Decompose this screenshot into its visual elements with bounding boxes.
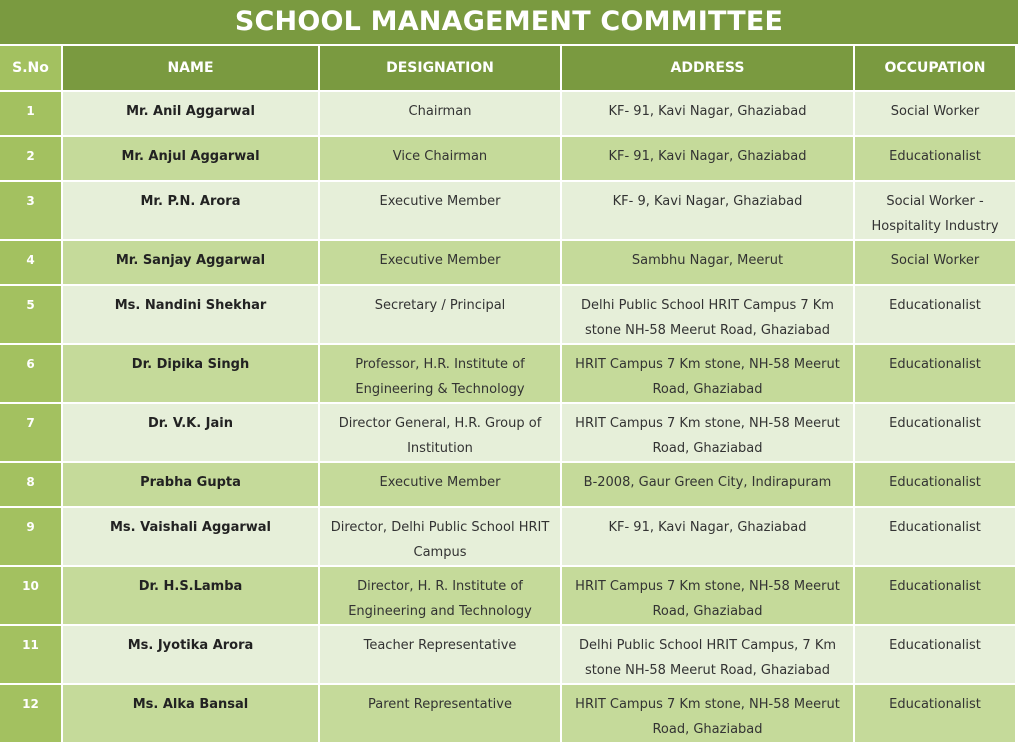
row-address: KF- 91, Kavi Nagar, Ghaziabad (561, 507, 854, 566)
row-name: Ms. Alka Bansal (62, 684, 319, 743)
table-row (0, 91, 1016, 136)
row-address: Sambhu Nagar, Meerut (561, 240, 854, 285)
table-row (0, 566, 1016, 625)
row-occupation: Educationalist (854, 566, 1016, 625)
row-designation: Executive Member (319, 240, 561, 285)
row-occupation: Educationalist (854, 625, 1016, 684)
row-sno: 9 (0, 507, 62, 566)
header-row (0, 46, 1016, 91)
row-sno: 2 (0, 136, 62, 181)
row-designation: Vice Chairman (319, 136, 561, 181)
row-designation: Executive Member (319, 462, 561, 507)
header-address: ADDRESS (561, 46, 854, 91)
row-occupation: Educationalist (854, 344, 1016, 403)
row-occupation: Educationalist (854, 285, 1016, 344)
row-name: Dr. H.S.Lamba (62, 566, 319, 625)
table-row (0, 462, 1016, 507)
row-designation: Executive Member (319, 181, 561, 240)
row-occupation: Social Worker - Hospitality Industry (854, 181, 1016, 240)
row-name: Dr. V.K. Jain (62, 403, 319, 462)
row-occupation: Educationalist (854, 136, 1016, 181)
row-sno: 3 (0, 181, 62, 240)
row-address: HRIT Campus 7 Km stone, NH-58 Meerut Road, Ghaziabad (561, 403, 854, 462)
row-sno: 10 (0, 566, 62, 625)
row-name: Ms. Nandini Shekhar (62, 285, 319, 344)
table-row (0, 285, 1016, 344)
table-row (0, 507, 1016, 566)
table-row (0, 181, 1016, 240)
row-sno: 4 (0, 240, 62, 285)
table-row (0, 684, 1016, 743)
row-address: HRIT Campus 7 Km stone, NH-58 Meerut Road, Ghaziabad (561, 344, 854, 403)
row-sno: 12 (0, 684, 62, 743)
row-designation: Secretary / Principal (319, 285, 561, 344)
row-designation: Director, Delhi Public School HRIT Campus (319, 507, 561, 566)
row-address: HRIT Campus 7 Km stone, NH-58 Meerut Road, Ghaziabad (561, 566, 854, 625)
row-sno: 6 (0, 344, 62, 403)
page-title: SCHOOL MANAGEMENT COMMITTEE (0, 0, 1018, 44)
row-designation: Director General, H.R. Group of Institution (319, 403, 561, 462)
row-name: Dr. Dipika Singh (62, 344, 319, 403)
row-address: KF- 91, Kavi Nagar, Ghaziabad (561, 136, 854, 181)
header-designation: DESIGNATION (319, 46, 561, 91)
row-sno: 8 (0, 462, 62, 507)
row-occupation: Educationalist (854, 462, 1016, 507)
table-row (0, 403, 1016, 462)
committee-table (0, 46, 1017, 744)
table-row (0, 136, 1016, 181)
row-name: Mr. Anil Aggarwal (62, 91, 319, 136)
row-designation: Teacher Representative (319, 625, 561, 684)
row-sno: 11 (0, 625, 62, 684)
row-address: HRIT Campus 7 Km stone, NH-58 Meerut Road, Ghaziabad (561, 684, 854, 743)
row-occupation: Social Worker (854, 91, 1016, 136)
row-occupation: Educationalist (854, 403, 1016, 462)
row-sno: 5 (0, 285, 62, 344)
row-address: Delhi Public School HRIT Campus 7 Km stone NH-58 Meerut Road, Ghaziabad (561, 285, 854, 344)
row-name: Prabha Gupta (62, 462, 319, 507)
table-row (0, 625, 1016, 684)
row-address: KF- 9, Kavi Nagar, Ghaziabad (561, 181, 854, 240)
table-row (0, 344, 1016, 403)
row-name: Mr. P.N. Arora (62, 181, 319, 240)
row-designation: Parent Representative (319, 684, 561, 743)
row-name: Mr. Sanjay Aggarwal (62, 240, 319, 285)
table-row (0, 240, 1016, 285)
header-sno: S.No (0, 46, 62, 91)
row-designation: Professor, H.R. Institute of Engineering & Technology (319, 344, 561, 403)
row-address: B-2008, Gaur Green City, Indirapuram (561, 462, 854, 507)
header-name: NAME (62, 46, 319, 91)
row-sno: 1 (0, 91, 62, 136)
header-occupation: OCCUPATION (854, 46, 1016, 91)
row-occupation: Educationalist (854, 684, 1016, 743)
row-sno: 7 (0, 403, 62, 462)
row-designation: Chairman (319, 91, 561, 136)
row-occupation: Social Worker (854, 240, 1016, 285)
row-name: Mr. Anjul Aggarwal (62, 136, 319, 181)
row-designation: Director, H. R. Institute of Engineering and Technology (319, 566, 561, 625)
row-occupation: Educationalist (854, 507, 1016, 566)
row-address: Delhi Public School HRIT Campus, 7 Km stone NH-58 Meerut Road, Ghaziabad (561, 625, 854, 684)
row-address: KF- 91, Kavi Nagar, Ghaziabad (561, 91, 854, 136)
row-name: Ms. Vaishali Aggarwal (62, 507, 319, 566)
row-name: Ms. Jyotika Arora (62, 625, 319, 684)
